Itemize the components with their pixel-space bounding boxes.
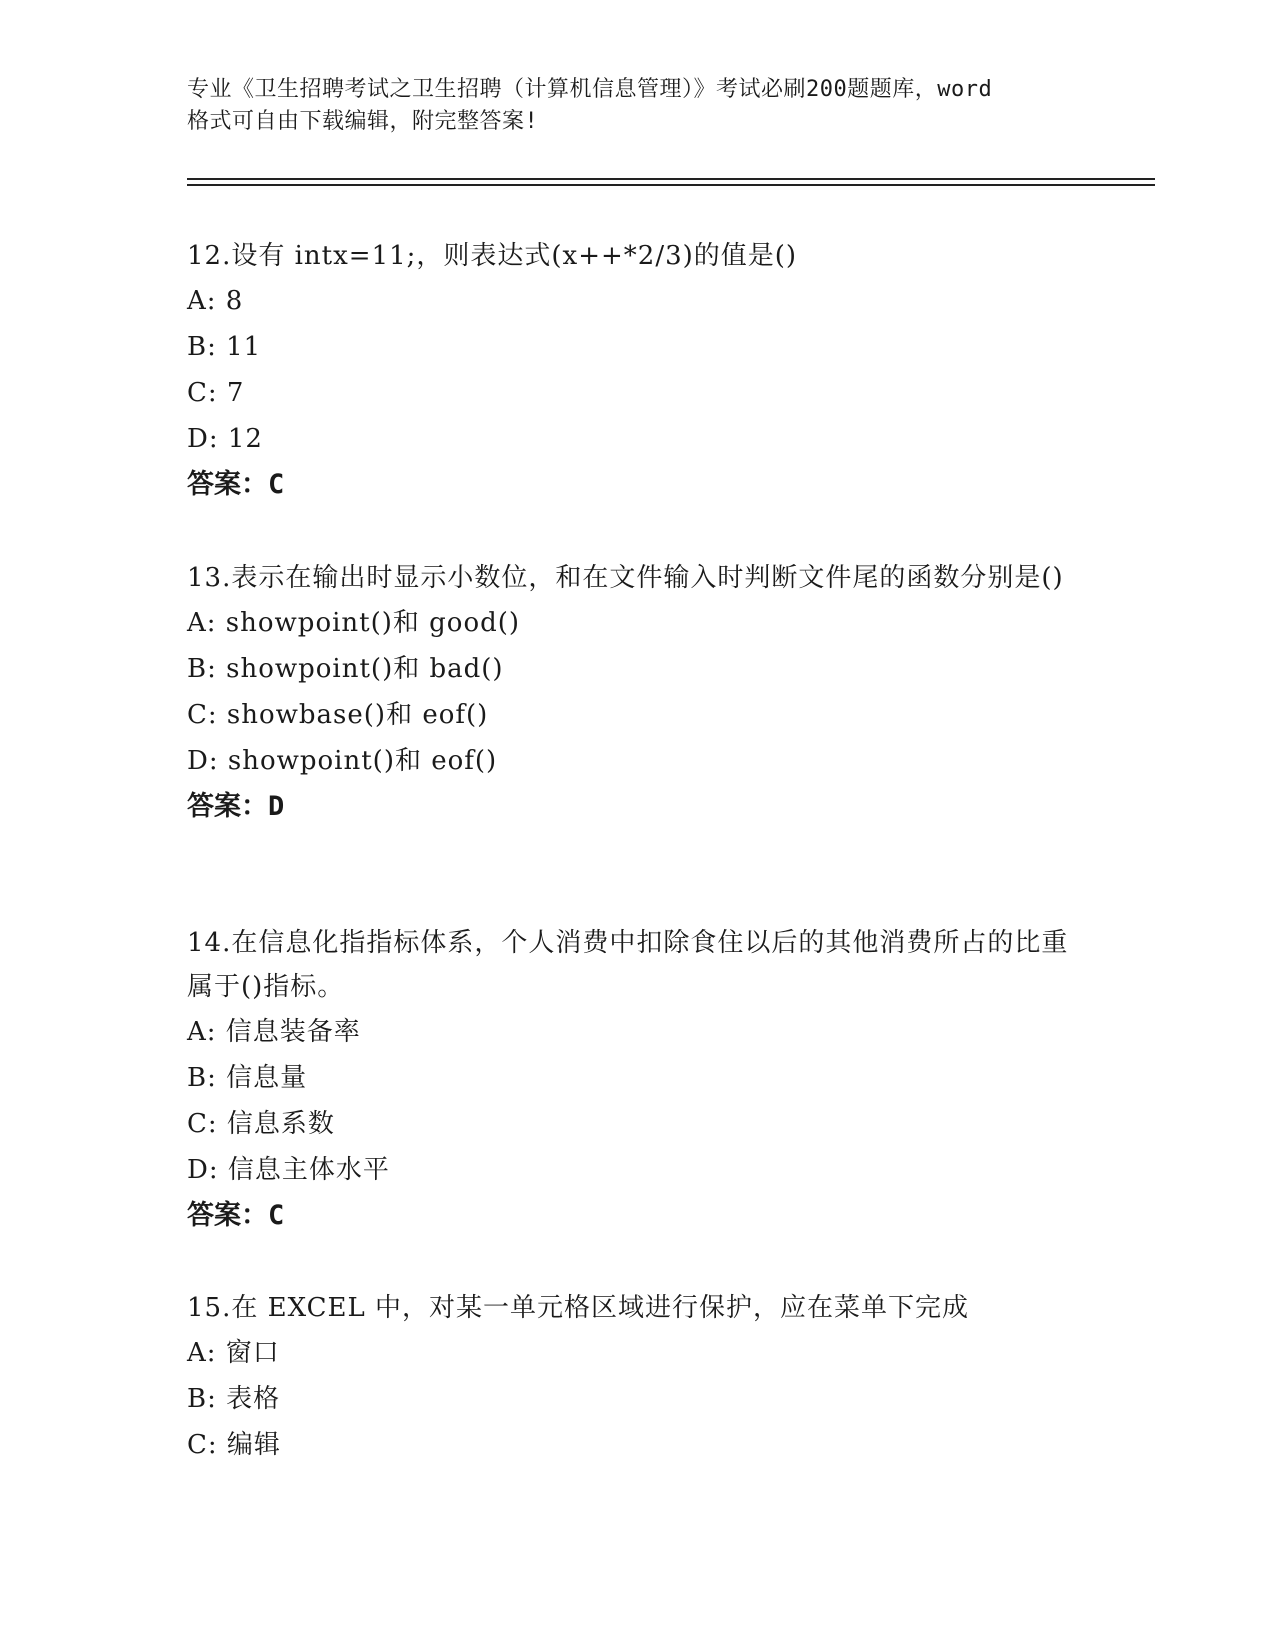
option-d: D: 12 — [187, 424, 263, 454]
header-line-1: 专业《卫生招聘考试之卫生招聘（计算机信息管理）》考试必刷200题题库，word — [187, 77, 993, 102]
question-text: 13.表示在输出时显示小数位，和在文件输入时判断文件尾的函数分别是() — [187, 563, 1064, 593]
question-text: 12.设有 intx=11;，则表达式(x++*2/3)的值是() — [187, 241, 798, 271]
option-b: B: 信息量 — [187, 1063, 308, 1093]
option-d: D: showpoint()和 eof() — [187, 746, 498, 776]
option-c: C: 编辑 — [187, 1430, 281, 1460]
option-a: A: 窗口 — [187, 1338, 280, 1368]
answer: 答案：C — [187, 1200, 285, 1231]
option-c: C: showbase()和 eof() — [187, 700, 489, 730]
answer: 答案：D — [187, 791, 285, 822]
question-13 — [187, 556, 1087, 830]
option-b: B: 11 — [187, 332, 262, 362]
option-a: A: showpoint()和 good() — [187, 608, 521, 638]
header-line-2: 格式可自由下载编辑，附完整答案! — [187, 109, 539, 134]
option-d: D: 信息主体水平 — [187, 1155, 390, 1185]
option-a: A: 信息装备率 — [187, 1017, 361, 1047]
header-divider-bottom — [187, 184, 1155, 186]
document-header — [187, 74, 1087, 138]
option-b: B: showpoint()和 bad() — [187, 654, 504, 684]
option-a: A: 8 — [187, 286, 244, 316]
option-b: B: 表格 — [187, 1384, 281, 1414]
option-c: C: 7 — [187, 378, 245, 408]
question-14 — [187, 921, 1087, 1239]
question-text: 15.在 EXCEL 中，对某一单元格区域进行保护，应在菜单下完成 — [187, 1293, 970, 1323]
header-divider-top — [187, 178, 1155, 180]
question-15 — [187, 1286, 1087, 1468]
question-text: 14.在信息化指指标体系，个人消费中扣除食住以后的其他消费所占的比重属于()指标。 — [187, 928, 1069, 1002]
answer: 答案：C — [187, 469, 285, 500]
option-c: C: 信息系数 — [187, 1109, 335, 1139]
question-12 — [187, 234, 1087, 508]
